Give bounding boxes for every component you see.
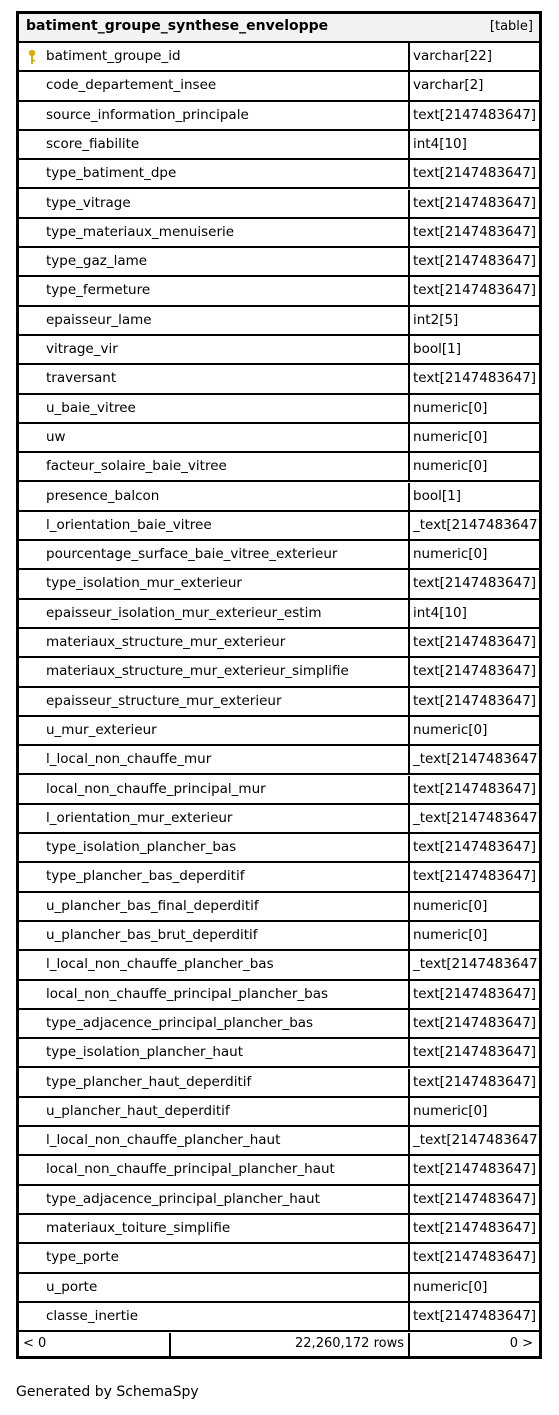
column-type: text[2147483647] [413,223,537,240]
column-name[interactable]: type_adjacence_principal_plancher_bas [46,1014,314,1031]
column-type-cell [410,658,539,685]
column-type-cell [410,1186,539,1213]
column-name-cell [19,277,410,304]
column-type-cell [410,1274,539,1301]
column-name-cell [19,1274,410,1301]
table-row[interactable] [19,160,539,189]
column-type: numeric[0] [413,721,488,738]
column-type-cell [410,688,539,715]
column-name-cell [19,981,410,1008]
column-name[interactable]: materiaux_structure_mur_exterieur [46,634,286,650]
column-name-cell [19,1127,410,1154]
column-type-cell [410,248,539,275]
column-name[interactable]: u_plancher_bas_final_deperditif [46,897,259,914]
table-row[interactable] [19,1186,539,1215]
column-name-cell [19,1098,410,1125]
column-type-cell [410,1303,539,1330]
column-type: text[2147483647] [413,839,537,856]
column-type-cell [410,834,539,861]
table-row[interactable] [19,805,543,834]
column-name[interactable]: u_mur_exterieur [46,721,157,738]
column-name[interactable]: epaisseur_structure_mur_exterieur [46,692,282,709]
column-name[interactable]: type_isolation_mur_exterieur [46,575,242,592]
column-type-cell [410,43,539,70]
column-type: numeric[0] [413,927,488,943]
column-name[interactable]: type_isolation_plancher_bas [46,839,237,856]
column-type: text[2147483647] [413,1190,537,1207]
column-type: numeric[0] [413,1102,488,1119]
column-name-cell [19,1186,410,1213]
column-type: text[2147483647] [413,194,537,211]
column-type-cell [410,1244,539,1271]
column-name-cell [19,1215,410,1242]
column-name-cell [19,922,410,949]
column-name[interactable]: classe_inertie [46,1307,139,1324]
table-row[interactable] [19,336,539,365]
column-name[interactable]: l_local_non_chauffe_mur [46,751,212,768]
column-type: numeric[0] [413,458,488,475]
table-row[interactable] [19,717,539,746]
column-name[interactable]: local_non_chauffe_principal_plancher_bas [46,985,329,1002]
column-type: bool[1] [413,487,461,504]
column-name-cell [19,160,410,187]
column-name-cell [19,688,410,715]
column-type-cell [410,863,539,890]
table-row[interactable] [19,570,539,599]
key-icon [27,49,37,65]
column-name-cell [19,746,410,773]
column-name-cell [19,1039,410,1066]
table-row[interactable] [19,43,539,72]
column-name-cell [19,834,410,861]
column-name-cell [19,395,410,422]
column-type-cell [410,805,543,832]
column-name[interactable]: l_orientation_mur_exterieur [46,809,233,826]
column-name[interactable]: presence_balcon [46,487,160,504]
column-type-cell [410,365,539,392]
column-type-cell [410,541,539,568]
column-type: numeric[0] [413,428,488,445]
column-type: text[2147483647] [413,985,537,1002]
column-type: numeric[0] [413,897,488,914]
table-row[interactable] [19,219,539,248]
table-row[interactable] [19,453,539,482]
column-type: numeric[0] [413,1278,488,1295]
column-type: int4[10] [413,604,467,621]
column-type: int2[5] [413,311,459,328]
table-row[interactable] [19,72,539,101]
column-type-cell [410,424,539,451]
column-type-cell [410,981,539,1008]
column-type: text[2147483647] [413,1220,537,1236]
column-type-cell [410,746,543,773]
column-name-cell [19,102,410,129]
table-header [19,14,539,43]
column-type: bool[1] [413,341,461,357]
column-type: text[2147483647] [413,1307,537,1324]
column-type: _text[2147483647] [413,809,543,826]
column-name-cell [19,219,410,246]
column-type-cell [410,922,539,949]
column-name-cell [19,570,410,597]
table-row[interactable] [19,248,539,277]
column-name-cell [19,72,410,99]
column-type: _text[2147483647] [413,516,543,533]
column-name[interactable]: type_isolation_plancher_haut [46,1044,243,1061]
column-name[interactable]: type_gaz_lame [46,253,148,270]
column-name[interactable]: type_plancher_haut_deperditif [46,1073,252,1090]
table-row[interactable] [19,424,539,453]
table-row[interactable] [19,834,539,863]
table-row[interactable] [19,512,543,541]
column-name-cell [19,248,410,275]
column-name[interactable]: epaisseur_lame [46,311,152,328]
column-name[interactable]: u_plancher_haut_deperditif [46,1102,230,1119]
column-type-cell [410,717,539,744]
table-row[interactable] [19,1303,539,1332]
table-row[interactable] [19,190,539,219]
column-name-cell [19,717,410,744]
column-name[interactable]: u_porte [46,1278,98,1295]
column-name[interactable]: type_vitrage [46,194,131,211]
column-type-cell [410,893,539,920]
table-row[interactable] [19,981,539,1010]
column-name[interactable]: code_departement_insee [46,77,217,94]
column-name-cell [19,1303,410,1330]
column-type-cell [410,131,539,158]
column-type-cell [410,1069,539,1096]
column-type-cell [410,570,539,597]
column-name-cell [19,600,410,627]
column-type-cell [410,190,539,217]
column-type: text[2147483647] [413,370,537,387]
column-name-cell [19,541,410,568]
table-row[interactable] [19,1244,539,1273]
column-name-cell [19,131,410,158]
column-name-cell [19,776,410,803]
table-row[interactable] [19,102,539,131]
column-name[interactable]: l_orientation_baie_vitree [46,516,212,533]
column-type-cell [410,600,539,627]
column-name-cell [19,1010,410,1037]
column-type: text[2147483647] [413,1044,537,1061]
column-type-cell [410,336,539,363]
column-name[interactable]: type_batiment_dpe [46,165,177,182]
column-name[interactable]: type_adjacence_principal_plancher_haut [46,1190,320,1207]
children-count[interactable]: 0 > [509,1336,533,1351]
table-row[interactable] [19,922,539,951]
column-name-cell [19,893,410,920]
table-row[interactable] [19,951,543,980]
column-type-cell [410,776,539,803]
table-row[interactable] [19,600,539,629]
column-name[interactable]: type_materiaux_menuiserie [46,223,235,240]
column-name[interactable]: batiment_groupe_id [46,48,181,64]
row-count-cell [171,1333,410,1356]
table-row[interactable] [19,395,539,424]
column-name[interactable]: type_porte [46,1249,119,1266]
column-name[interactable]: local_non_chauffe_principal_plancher_haut [46,1161,335,1178]
generated-by-label: Generated by SchemaSpy [16,1384,199,1400]
column-type-cell [410,629,539,656]
column-type-cell [410,512,543,539]
column-type: text[2147483647] [413,575,537,592]
column-type: text[2147483647] [413,106,537,123]
table-row[interactable] [19,1127,543,1156]
column-name-cell [19,658,410,685]
column-type: text[2147483647] [413,663,537,680]
table-row[interactable] [19,1039,539,1068]
column-type: text[2147483647] [413,1073,537,1090]
column-name-cell [19,1069,410,1096]
table-row[interactable] [19,541,539,570]
column-name[interactable]: u_baie_vitree [46,399,136,416]
column-name[interactable]: traversant [46,370,117,387]
column-type: text[2147483647] [413,634,537,650]
table-row[interactable] [19,307,539,336]
table-row[interactable] [19,483,539,512]
column-type-cell [410,277,539,304]
column-type-cell [410,453,539,480]
table-row[interactable] [19,688,539,717]
column-type-cell [410,483,539,510]
column-type-cell [410,1098,539,1125]
column-name[interactable]: source_information_principale [46,106,249,123]
column-name-cell [19,365,410,392]
column-name-cell [19,863,410,890]
column-type: numeric[0] [413,399,488,416]
column-type-cell [410,1039,539,1066]
column-name[interactable]: materiaux_toiture_simplifie [46,1220,231,1236]
column-type: _text[2147483647] [413,956,543,973]
table-row[interactable] [19,277,539,306]
column-type: varchar[2] [413,77,484,94]
column-type: text[2147483647] [413,1014,537,1031]
column-type: text[2147483647] [413,282,537,299]
column-name[interactable]: pourcentage_surface_baie_vitree_exterieur [46,546,338,563]
column-type: text[2147483647] [413,868,537,885]
column-name[interactable]: facteur_solaire_baie_vitree [46,458,227,475]
column-name[interactable]: uw [46,428,66,445]
column-type-cell [410,1010,539,1037]
column-type: numeric[0] [413,546,488,563]
table-row[interactable] [19,746,543,775]
table-row[interactable] [19,1010,539,1039]
column-name[interactable]: type_fermeture [46,282,151,299]
children-count-cell [410,1333,539,1356]
table-row[interactable] [19,1069,539,1098]
table-row[interactable] [19,1215,539,1244]
column-type: text[2147483647] [413,253,537,270]
table-row[interactable] [19,1156,539,1185]
column-name[interactable]: u_plancher_bas_brut_deperditif [46,927,258,943]
column-name[interactable]: materiaux_structure_mur_exterieur_simplifie [46,663,349,680]
column-type-cell [410,1215,539,1242]
table-row[interactable] [19,658,539,687]
column-type: text[2147483647] [413,1161,537,1178]
column-name[interactable]: vitrage_vir [46,341,118,357]
table-row[interactable] [19,629,539,658]
column-type: _text[2147483647] [413,751,543,768]
column-name[interactable]: type_plancher_bas_deperditif [46,868,245,885]
column-type: _text[2147483647] [413,1132,543,1149]
parents-count-cell [19,1333,171,1356]
table-name[interactable]: batiment_groupe_synthese_enveloppe [26,18,329,34]
column-type: int4[10] [413,135,467,152]
column-type-cell [410,160,539,187]
column-type-cell [410,102,539,129]
column-name-cell [19,483,410,510]
column-name-cell [19,453,410,480]
table-row[interactable] [19,365,539,394]
column-type-cell [410,1127,543,1154]
table-row[interactable] [19,1098,539,1127]
column-name-cell [19,629,410,656]
table-row[interactable] [19,131,539,160]
column-name-cell [19,336,410,363]
column-type-cell [410,219,539,246]
column-name-cell [19,512,410,539]
column-type: text[2147483647] [413,165,537,182]
column-name-cell [19,1244,410,1271]
column-name-cell [19,190,410,217]
parents-count[interactable]: < 0 [23,1336,47,1351]
row-count: 22,260,172 rows [295,1336,404,1351]
column-type: text[2147483647] [413,692,537,709]
column-type-cell [410,395,539,422]
table-row[interactable] [19,776,539,805]
table-kind: [table] [489,19,533,34]
column-name-cell [19,43,410,70]
column-type-cell [410,307,539,334]
table-row[interactable] [19,1274,539,1303]
column-name-cell [19,951,410,978]
column-name-cell [19,307,410,334]
column-name-cell [19,1156,410,1183]
column-type: text[2147483647] [413,1249,537,1266]
column-type: text[2147483647] [413,780,537,797]
column-name[interactable]: score_fiabilite [46,135,140,152]
column-type-cell [410,1156,539,1183]
column-name[interactable]: l_local_non_chauffe_plancher_bas [46,956,274,973]
column-name[interactable]: local_non_chauffe_principal_mur [46,780,266,797]
table-row[interactable] [19,863,539,892]
table-node [16,11,542,1359]
column-name[interactable]: l_local_non_chauffe_plancher_haut [46,1132,281,1149]
column-name-cell [19,805,410,832]
column-type: varchar[22] [413,48,493,64]
column-name-cell [19,424,410,451]
column-type-cell [410,951,543,978]
table-row[interactable] [19,893,539,922]
table-footer [19,1333,539,1356]
column-name[interactable]: epaisseur_isolation_mur_exterieur_estim [46,604,322,621]
column-type-cell [410,72,539,99]
